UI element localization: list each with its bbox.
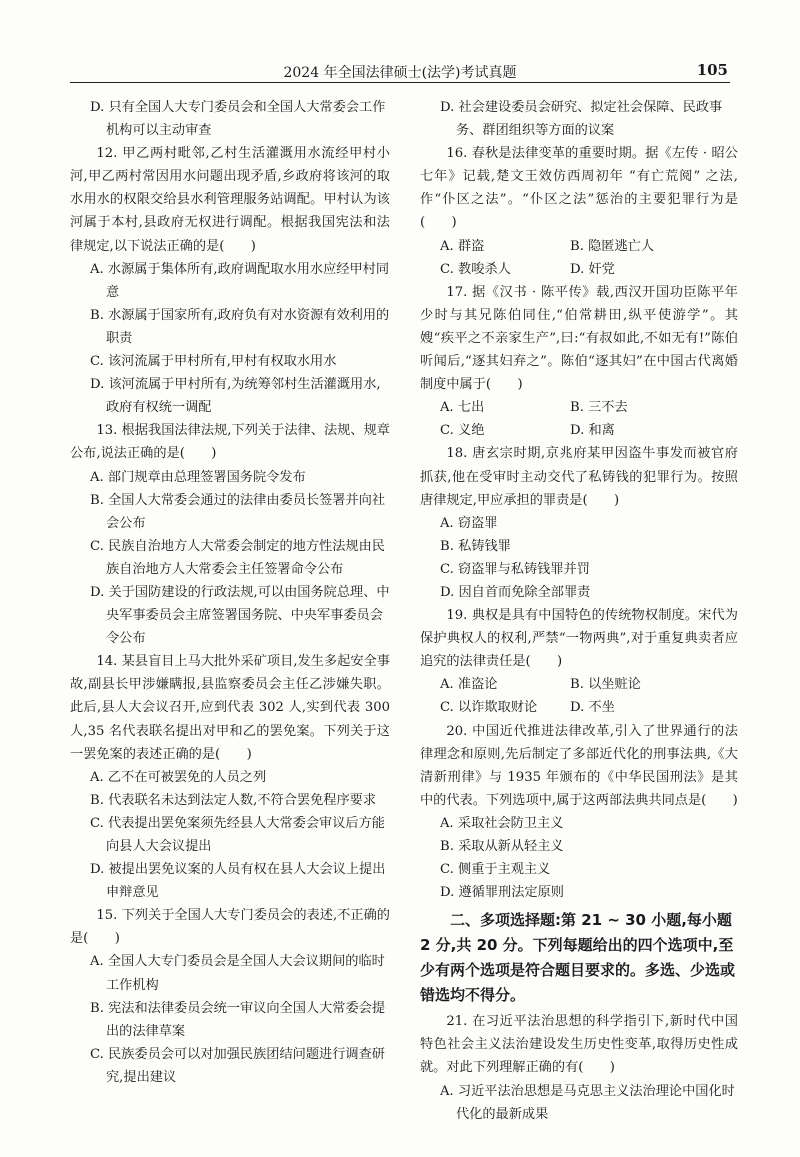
option: D. 社会建设委员会研究、拟定社会保障、民政事务、群团组织等方面的议案	[440, 100, 723, 139]
option: B. 采取从新从轻主义	[440, 839, 564, 854]
option: C. 该河流属于甲村所有,甲村有权取水用水	[90, 354, 337, 370]
option: A. 乙不在可被罢免的人员之列	[90, 769, 267, 785]
left-column	[70, 96, 390, 1089]
option: B. 宪法和法律委员会统一审议向全国人大常委会提出的法律草案	[90, 1000, 386, 1039]
option: C. 教唆杀人	[440, 261, 511, 277]
option: D. 因自首而免除全部罪责	[440, 584, 591, 600]
option: A. 七出	[440, 400, 485, 416]
section-heading: 二、多项选择题:第 21 ~ 30 小题,每小题 2 分,共 20 分。下列每题给出的四个选项中,至少有两个选项是符合题目要求的。多选、少选或错选均不得分。	[420, 911, 736, 1005]
option: D. 被提出罢免议案的人员有权在县人大会议上提出申辩意见	[90, 862, 386, 901]
option: A. 窃盗罪	[440, 515, 498, 531]
option: B. 全国人大常委会通过的法律由委员长签署并向社会公布	[90, 492, 386, 531]
question-stem: 13. 根据我国法律法规,下列关于法律、法规、规章公布,说法正确的是( )	[70, 423, 390, 462]
running-title: 2024 年全国法律硕士(法学)考试真题	[283, 65, 517, 81]
option: A. 全国人大专门委员会是全国人大会议期间的临时工作机构	[90, 954, 385, 993]
option: C. 代表提出罢免案须先经县人大常委会审议后方能向县人大会议提出	[90, 815, 385, 854]
option: A. 习近平法治思想是马克思主义法治理论中国化时代化的最新成果	[440, 1083, 735, 1122]
option: D. 遵循罪刑法定原则	[440, 885, 564, 901]
page-header	[70, 62, 730, 83]
option: B. 私铸钱罪	[440, 538, 511, 554]
option: B. 三不去	[570, 400, 628, 416]
question-stem: 19. 典权是具有中国特色的传统物权制度。宋代为保护典权人的权利,严禁“一物两典”,对于重复典卖者应追究的法律责任是( )	[420, 608, 738, 670]
question-stem: 14. 某县盲目上马大批外采矿项目,发生多起安全事故,副县长甲涉嫌瞒报,县监察委员会主任乙涉嫌失职。此后,县人大会议召开,应到代表 302 人,实到代表 300 人,35 名代表联名提出对甲和乙的罢免案。下列关于这一罢免案的表述正确的是( )	[70, 654, 390, 762]
option: A. 采取社会防卫主义	[440, 815, 564, 831]
option: B. 以坐赃论	[570, 677, 641, 693]
option: C. 民族自治地方人大常委会制定的地方性法规由民族自治地方人大常委会主任签署命令公布	[90, 538, 385, 577]
option: C. 民族委员会可以对加强民族团结问题进行调查研究,提出建议	[90, 1046, 385, 1085]
right-column	[420, 96, 738, 1126]
option: A. 部门规章由总理签署国务院令发布	[90, 469, 306, 485]
option-row	[420, 696, 738, 719]
option: A. 群盗	[440, 238, 485, 254]
option-row	[420, 258, 738, 281]
option: D. 该河流属于甲村所有,为统筹邻村生活灌溉用水,政府有权统一调配	[90, 377, 381, 416]
option: D. 只有全国人大专门委员会和全国人大常委会工作机构可以主动审查	[90, 100, 386, 139]
option: D. 奸党	[570, 261, 615, 277]
question-stem: 18. 唐玄宗时期,京兆府某甲因盗牛事发而被官府抓获,他在受审时主动交代了私铸钱的犯罪行为。按照唐律规定,甲应承担的罪责是( )	[420, 446, 738, 508]
option: C. 窃盗罪与私铸钱罪并罚	[440, 561, 590, 577]
page-number: 105	[696, 61, 728, 79]
option: D. 和离	[570, 423, 615, 439]
option: C. 侧重于主观主义	[440, 862, 551, 878]
option: C. 以诈欺取财论	[440, 700, 538, 716]
question-stem: 16. 春秋是法律变革的重要时期。据《左传 · 昭公七年》记载,楚文王效仿西周初年 “有亡荒阅” 之法,作“仆区之法”。“仆区之法”惩治的主要犯罪行为是( )	[420, 146, 738, 231]
option: B. 隐匿逃亡人	[570, 238, 655, 254]
question-stem: 12. 甲乙两村毗邻,乙村生活灌溉用水流经甲村小河,甲乙两村常因用水问题出现矛盾,乡政府将该河的取水用水的权限交给县水利管理服务站调配。甲村认为该河属于本村,县政府无权进行调配。根据我国宪法和法律规定,以下说法正确的是( )	[70, 146, 390, 254]
question-stem: 21. 在习近平法治思想的科学指引下,新时代中国特色社会主义法治建设发生历史性变革,取得历史性成就。对此下列理解正确的有( )	[420, 1014, 738, 1076]
option: D. 不坐	[570, 700, 615, 716]
option-row	[420, 396, 738, 419]
option: A. 准盗论	[440, 677, 498, 693]
option: B. 水源属于国家所有,政府负有对水资源有效利用的职责	[90, 307, 390, 346]
option: D. 关于国防建设的行政法规,可以由国务院总理、中央军事委员会主席签署国务院、中央军事委员会令公布	[90, 584, 390, 647]
question-stem: 15. 下列关于全国人大专门委员会的表述,不正确的是( )	[70, 908, 390, 947]
question-stem: 17. 据《汉书 · 陈平传》载,西汉开国功臣陈平年少时与其兄陈伯同住,“伯常耕田,纵平使游学”。其嫂“疾平之不亲家生产”,曰:“有叔如此,不如无有!”陈伯听闻后,“逐其妇弃之”。陈伯“逐其妇”在中国古代离婚制度中属于( )	[420, 284, 738, 393]
option: A. 水源属于集体所有,政府调配取水用水应经甲村同意	[90, 261, 390, 300]
option: C. 义绝	[440, 423, 485, 439]
option-row	[420, 235, 738, 258]
option: B. 代表联名未达到法定人数,不符合罢免程序要求	[90, 792, 377, 808]
option-row	[420, 419, 738, 442]
question-stem: 20. 中国近代推进法律改革,引入了世界通行的法律理念和原则,先后制定了多部近代化的刑事法典,《大清新刑律》与 1935 年颁布的《中华民国刑法》是其中的代表。下列选项中,属于这两部法典共同点是( )	[420, 723, 738, 808]
option-row	[420, 673, 738, 696]
